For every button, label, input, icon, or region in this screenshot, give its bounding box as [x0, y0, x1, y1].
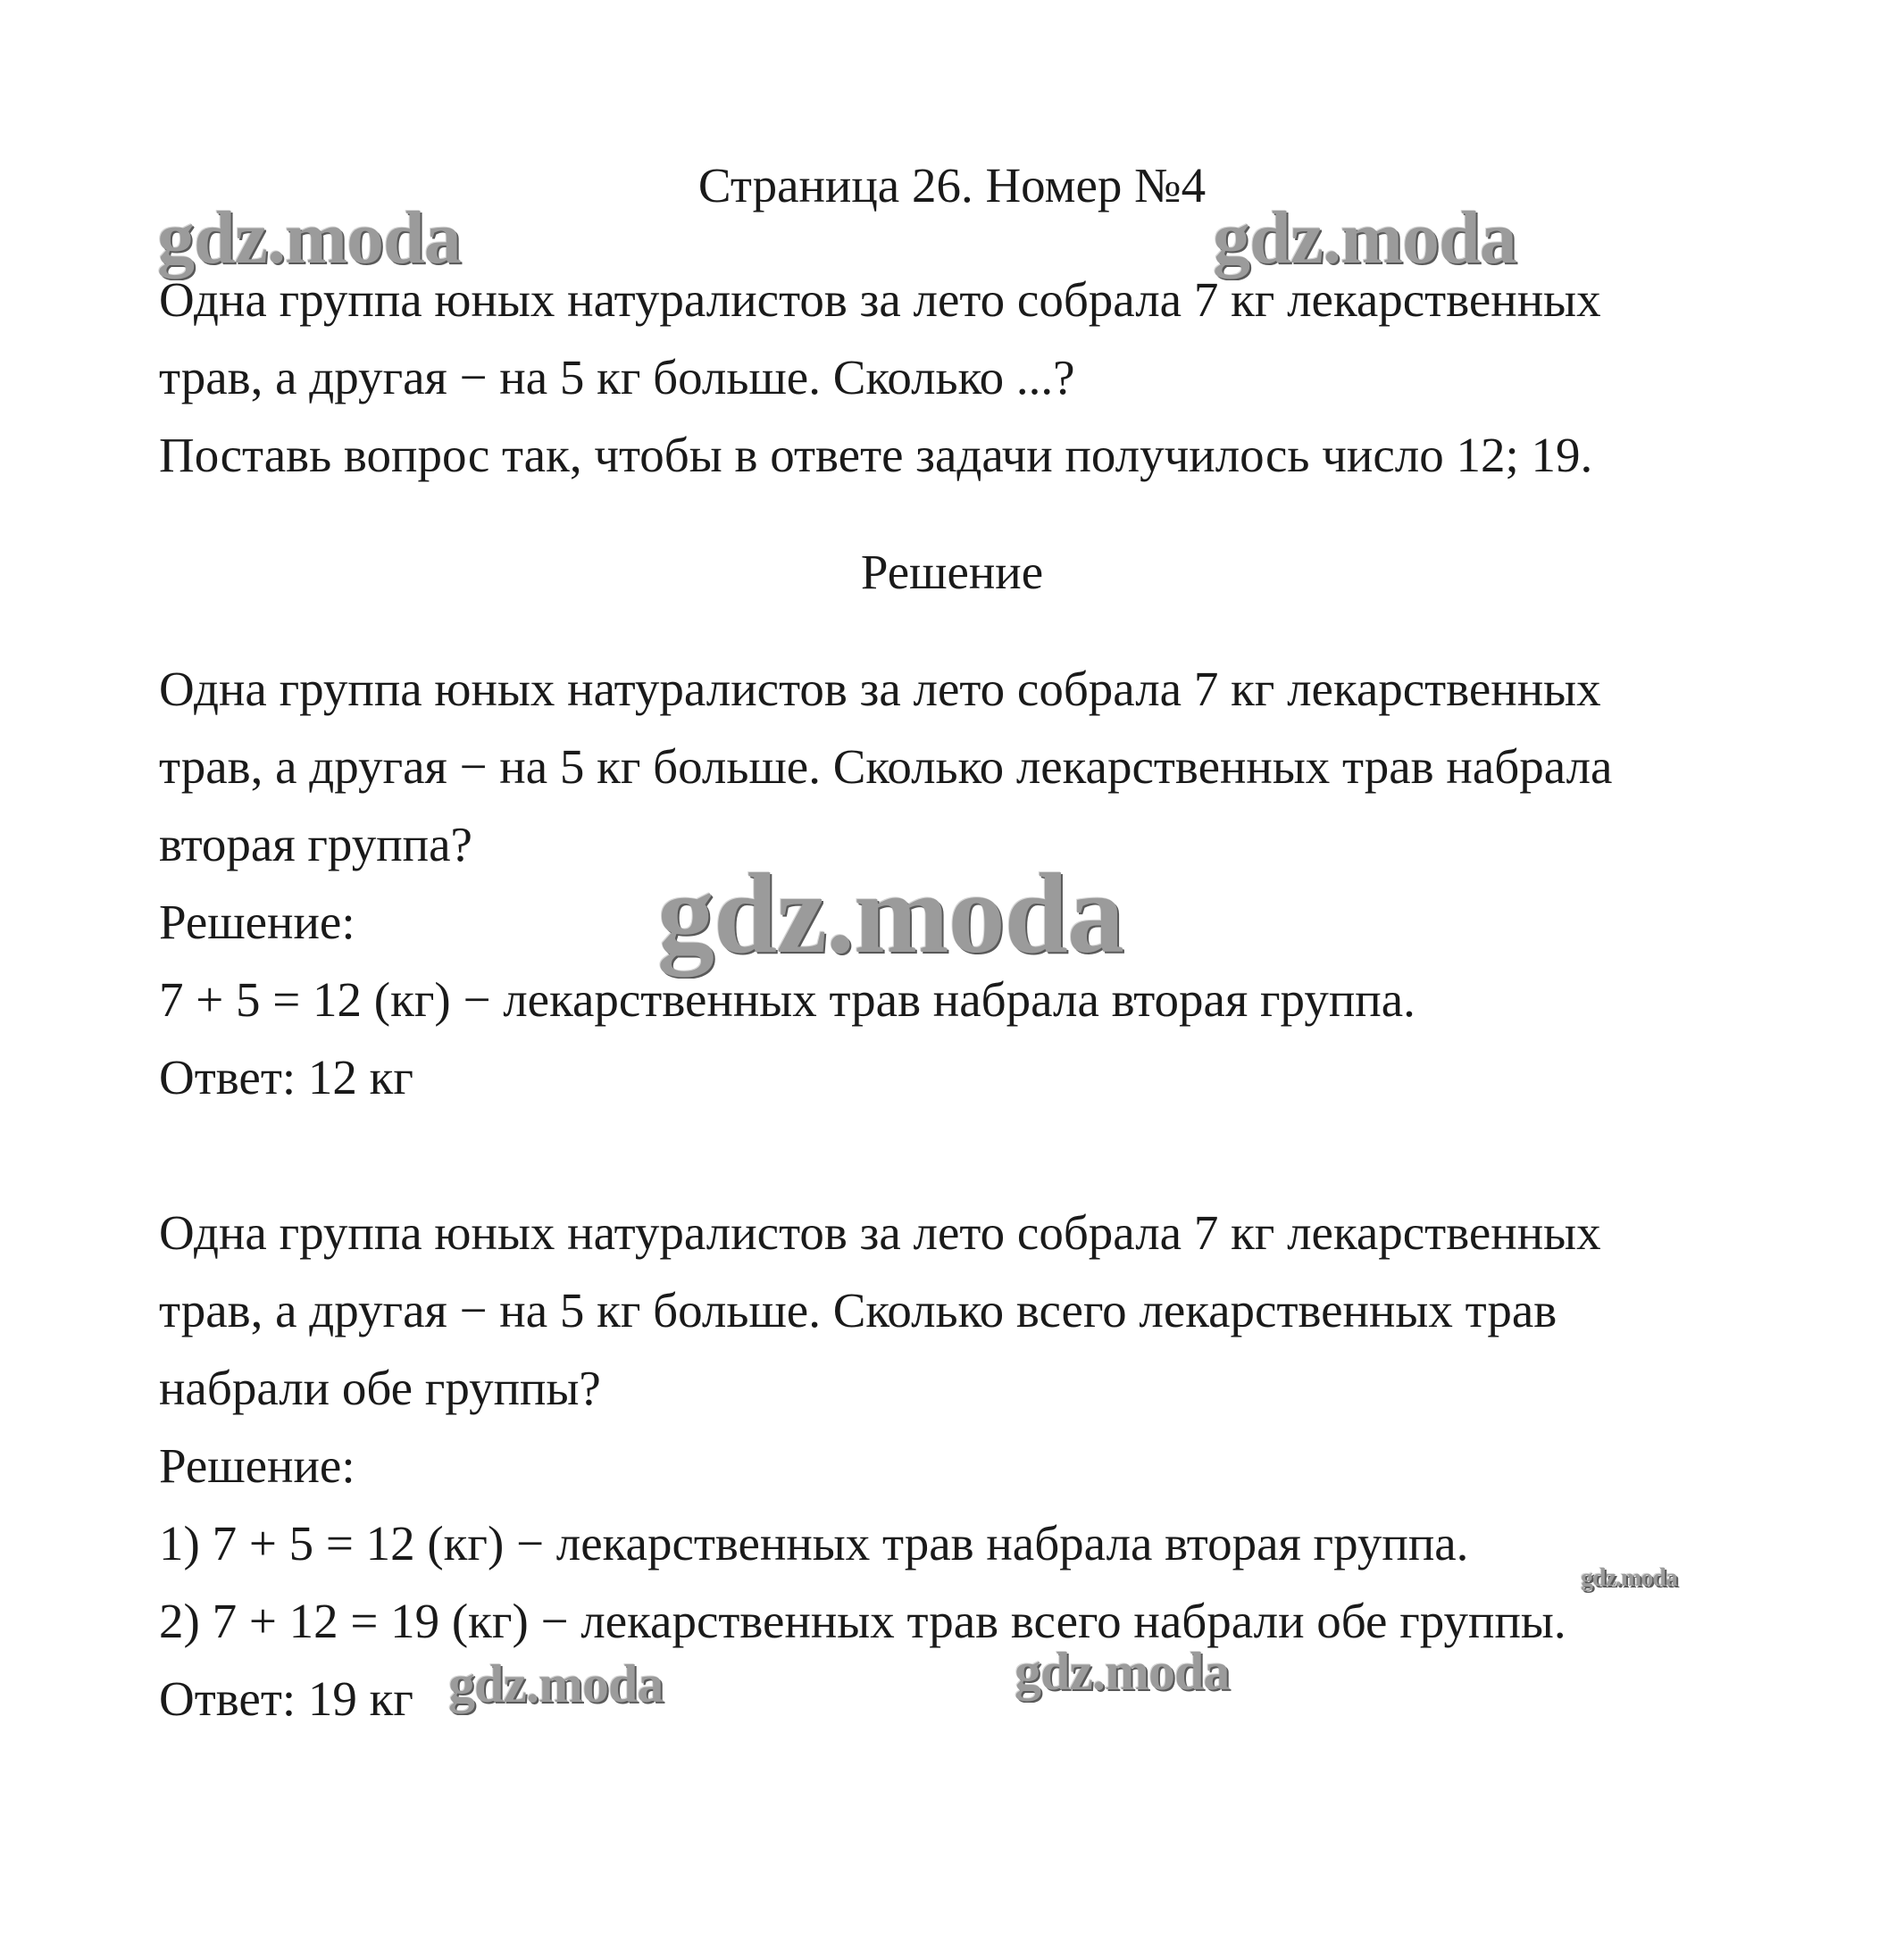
- part1-line-2: трав, а другая − на 5 кг больше. Сколько лекарственных трав набрала: [159, 739, 1613, 794]
- part1-calculation: 7 + 5 = 12 (кг) − лекарственных трав набрала вторая группа.: [159, 972, 1415, 1027]
- solution-heading: Решение: [860, 545, 1044, 599]
- task-line-1: Одна группа юных натуралистов за лето собрала 7 кг лекарственных: [159, 272, 1601, 327]
- watermark-logo: gdz.moda: [1015, 1642, 1230, 1701]
- part2-solution-label: Решение:: [159, 1438, 355, 1493]
- part2-calculation-2: 2) 7 + 12 = 19 (кг) − лекарственных трав всего набрали обе группы.: [159, 1594, 1566, 1648]
- part1-answer: Ответ: 12 кг: [159, 1050, 413, 1104]
- part1-line-3: вторая группа?: [159, 817, 472, 871]
- part2-line-3: набрали обе группы?: [159, 1361, 601, 1415]
- part2-calculation-1: 1) 7 + 5 = 12 (кг) − лекарственных трав набрала вторая группа.: [159, 1516, 1469, 1571]
- part1-line-1: Одна группа юных натуралистов за лето собрала 7 кг лекарственных: [159, 662, 1601, 716]
- watermark-logo: gdz.moda: [1581, 1564, 1677, 1592]
- part2-line-2: трав, а другая − на 5 кг больше. Сколько всего лекарственных трав: [159, 1283, 1557, 1337]
- part2-answer: Ответ: 19 кг: [159, 1671, 413, 1726]
- part1-solution-label: Решение:: [159, 895, 355, 949]
- part2-line-1: Одна группа юных натуралистов за лето собрала 7 кг лекарственных: [159, 1205, 1601, 1260]
- watermark-logo: gdz.moda: [448, 1654, 664, 1713]
- watermark-logo: gdz.moda: [157, 196, 461, 279]
- watermark-logo: gdz.moda: [1213, 196, 1516, 279]
- watermark-logo: gdz.moda: [657, 850, 1123, 977]
- page-title: Страница 26. Номер №4: [697, 158, 1207, 212]
- task-line-2: трав, а другая − на 5 кг больше. Сколько ...?: [159, 350, 1075, 404]
- task-line-3: Поставь вопрос так, чтобы в ответе задачи получилось число 12; 19.: [159, 428, 1593, 482]
